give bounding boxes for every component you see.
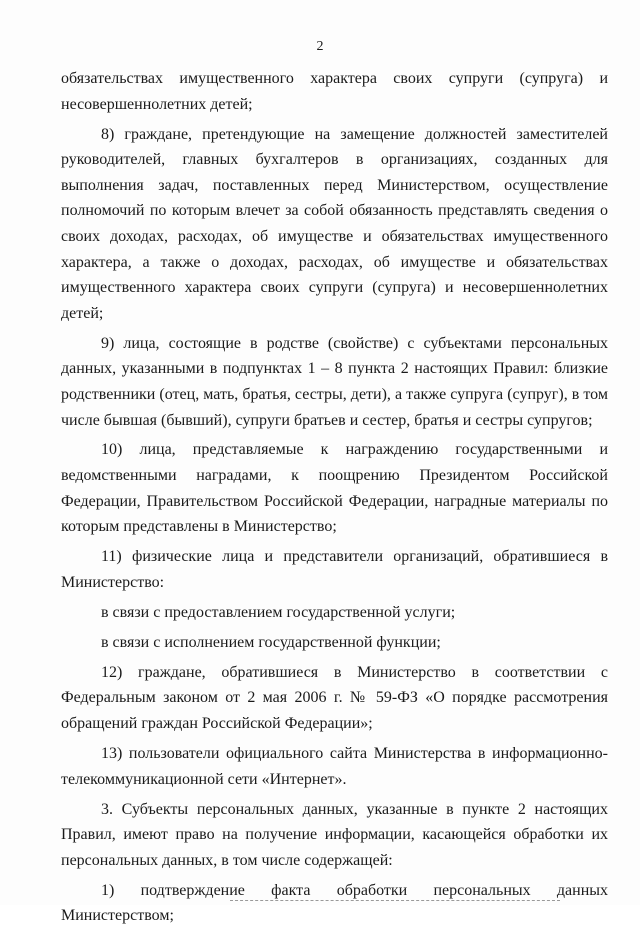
paragraph-item-9: 9) лица, состоящие в родстве (свойстве) с субъектами персональных данных, указанными в подпунктах 1 – 8 пункта 2 настоящих Правил: близкие родственники (отец, мать, братья, сестры, дети), а также супруга (супруг), в том числе бывшая (бывший), супруги братьев и сестер, братья и сестры супругов; <box>61 334 608 429</box>
paragraph-item-11-sub-2: в связи с исполнением государственной функции; <box>101 633 441 651</box>
paragraph-section-3: 3. Субъекты персональных данных, указанные в пункте 2 настоящих Правил, имеют право на получение информации, касающейся обработки их персональных данных, в том числе содержащей: <box>61 800 608 869</box>
paragraph-continuation: обязательствах имущественного характера своих супруги (супруга) и несовершеннолетних детей; <box>61 70 608 113</box>
scan-edge-line <box>230 900 560 901</box>
document-body <box>61 66 608 933</box>
paragraph-item-8: 8) граждане, претендующие на замещение должностей заместителей руководителей, главных бухгалтеров в организациях, созданных для выполнения задач, поставленных перед Министерством, осуществление полномочий по которым влечет за собой обязанность представлять сведения о своих доходах, расходах, об имуществе и обязательствах имущественного характера, а также о доходах, расходах, об имуществе и обязательствах имущественного характера своих супруги (супруга) и несовершеннолетних детей; <box>61 125 608 322</box>
paragraph-section-3-item-1: 1) подтверждение факта обработки персональных данных Министерством; <box>61 881 608 925</box>
page-number: 2 <box>316 39 324 54</box>
paragraph-item-12: 12) граждане, обратившиеся в Министерство в соответствии с Федеральным законом от 2 мая 2006 г. № 59-ФЗ «О порядке рассмотрения обращений граждан Российской Федерации»; <box>61 663 608 732</box>
paragraph-item-10: 10) лица, представляемые к награждению государственными и ведомственными наградами, к поощрению Президентом Российской Федерации, Правительством Российской Федерации, наградные материалы по которым представлены в Министерство; <box>61 441 608 536</box>
paragraph-item-13: 13) пользователи официального сайта Министерства в информационно-телекоммуникационной сети «Интернет». <box>61 744 608 788</box>
paragraph-item-11-sub-1: в связи с предоставлением государственной услуги; <box>101 603 456 621</box>
paragraph-item-11: 11) физические лица и представители организаций, обратившиеся в Министерство: <box>61 548 608 591</box>
